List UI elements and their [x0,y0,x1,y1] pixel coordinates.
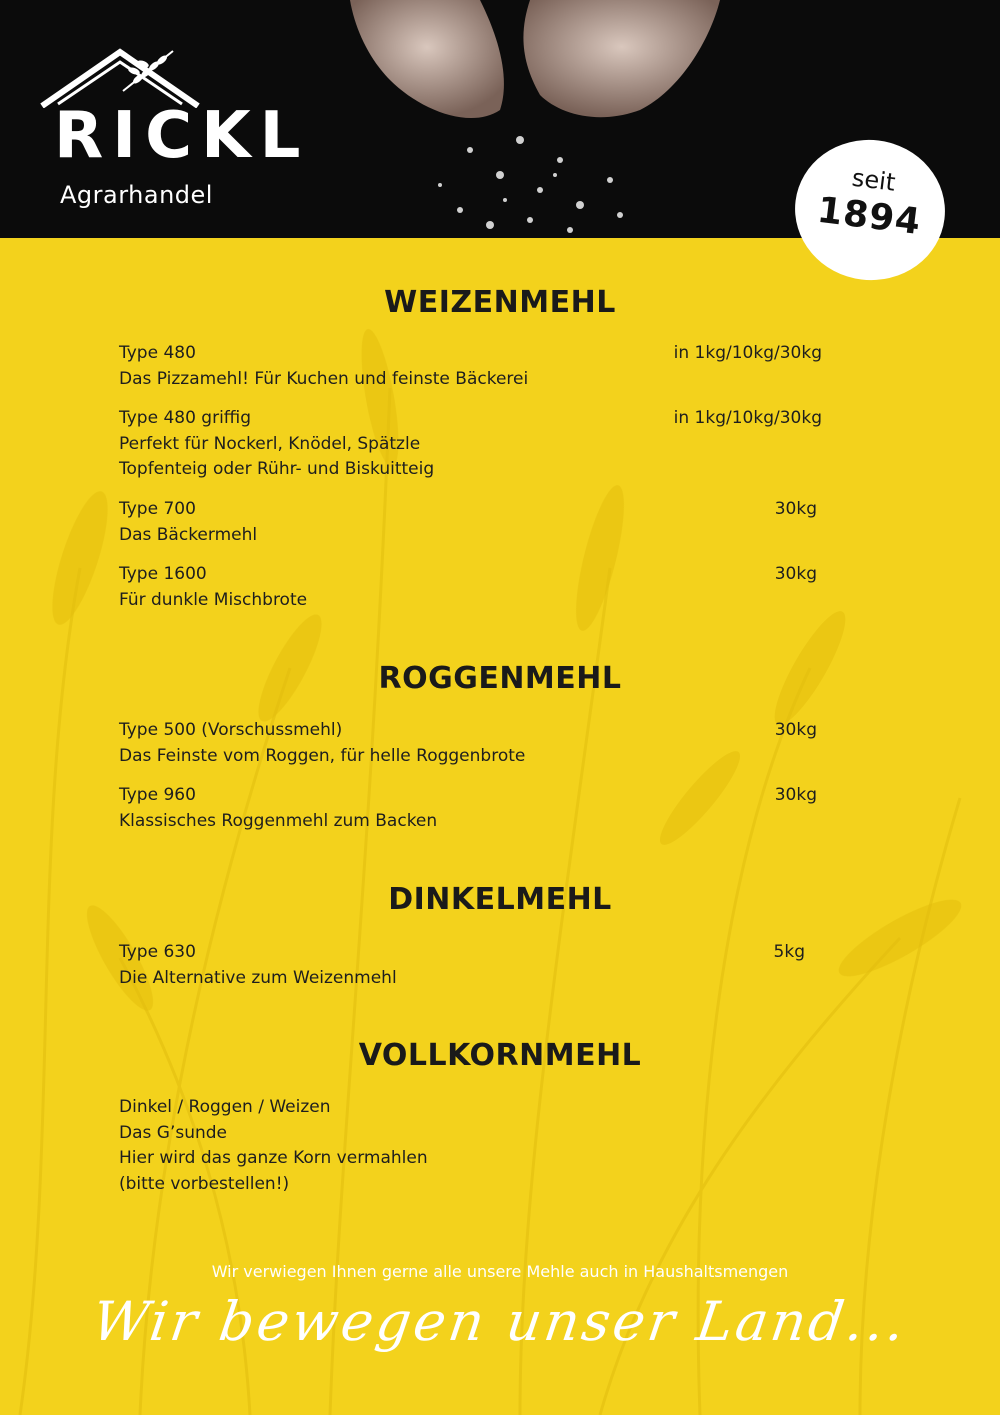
logo-subtitle: Agrarhandel [60,181,213,209]
item-name: Type 480 [119,343,196,363]
item-description: Topfenteig oder Rühr- und Biskuitteig [119,459,435,479]
logo-name: RICKL [54,99,310,173]
item-name: Type 700 [119,499,196,519]
item-size: 30kg [774,499,817,519]
badge-year: 1894 [814,189,924,244]
item-description: (bitte vorbestellen!) [119,1173,290,1194]
footer-note: Wir verwiegen Ihnen gerne alle unsere Mehle auch in Haushaltsmengen [211,1262,789,1281]
item-size: 5kg [773,942,805,962]
list-item [119,1095,839,1197]
item-size: in 1kg/10kg/30kg [673,408,822,428]
item-size: 30kg [774,564,817,584]
item-description: Perfekt für Nockerl, Knödel, Spätzle [119,433,421,454]
item-description: Das Bäckermehl [119,524,258,545]
section-title-roggenmehl: ROGGENMEHL [378,661,622,696]
section-title-dinkelmehl: DINKELMEHL [388,882,612,917]
item-description: Klassisches Roggenmehl zum Backen [119,810,438,831]
item-name: Type 1600 [119,564,207,584]
slogan: Wir bewegen unser Land... [88,1290,912,1353]
item-size: in 1kg/10kg/30kg [673,343,822,363]
section-title-vollkornmehl: VOLLKORNMEHL [358,1038,642,1073]
list-item [119,940,839,991]
item-description: Das Pizzamehl! Für Kuchen und feinste Bäckerei [119,368,529,389]
item-description: Das Feinste vom Roggen, für helle Roggenbrote [119,745,526,766]
list-item [119,406,839,483]
item-size: 30kg [774,720,817,740]
item-description: Das G’sunde [119,1122,228,1143]
list-item [119,497,839,548]
item-description: Hier wird das ganze Korn vermahlen [119,1148,428,1168]
list-item [119,341,839,392]
item-description: Für dunkle Mischbrote [119,589,308,610]
item-name: Dinkel / Roggen / Weizen [119,1097,331,1117]
item-name: Type 960 [119,785,196,805]
list-item [119,562,839,613]
list-item [119,718,839,769]
list-item [119,783,839,834]
item-name: Type 480 griffig [119,408,252,428]
item-name: Type 630 [119,942,196,962]
section-title-weizenmehl: WEIZENMEHL [384,285,616,320]
item-name: Type 500 (Vorschussmehl) [119,720,343,740]
item-description: Die Alternative zum Weizenmehl [119,967,397,988]
item-size: 30kg [774,785,817,805]
badge-label: seit [850,163,897,197]
